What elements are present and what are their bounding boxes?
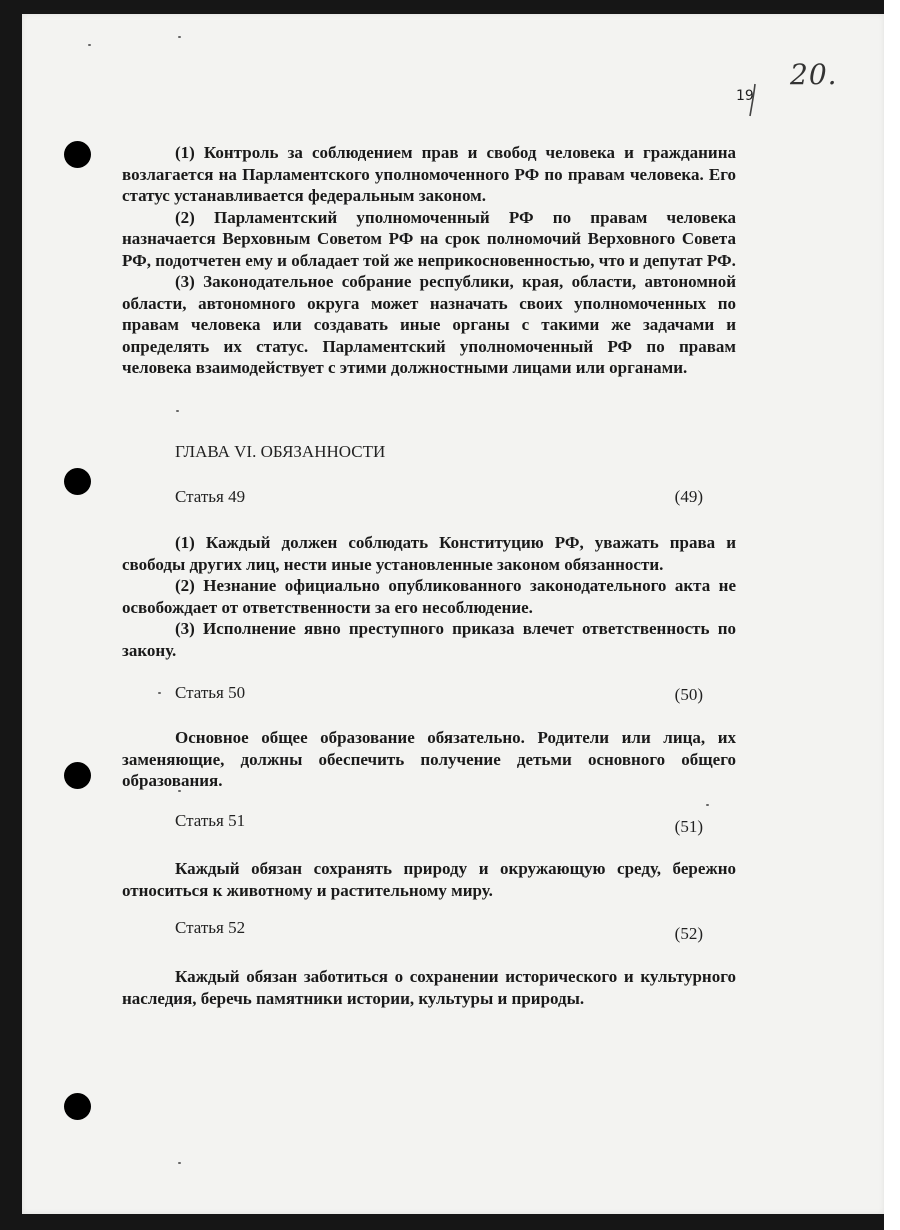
paragraph: (3) Законодательное собрание республики, края, области, автономной области, автономного округа может назначать своих уполномоченных по правам человека или создавать иные органы с такими же задачами и определять их статус. Парламентский уполномоченный РФ по правам человека взаимодействует с этими должностными лицами или органами.	[122, 272, 736, 377]
article-header	[175, 918, 703, 943]
dust-speck	[158, 692, 161, 694]
article-header	[175, 811, 703, 836]
punch-hole	[64, 762, 91, 789]
dust-speck	[88, 44, 91, 46]
chapter-heading: ГЛАВА VI. ОБЯЗАННОСТИ	[175, 442, 386, 461]
dust-speck	[178, 1162, 181, 1164]
article-title: Статья 51	[175, 811, 246, 830]
paragraph: (2) Парламентский уполномоченный РФ по правам человека назначается Верховным Советом РФ на срок полномочий Верховного Совета РФ, подотчетен ему и обладает той же неприкосновенностью, что и депутат РФ.	[122, 207, 736, 270]
article-title: Статья 52	[175, 918, 246, 937]
article-header	[175, 487, 703, 507]
intro-section	[122, 142, 736, 379]
scan-edge	[884, 0, 900, 1230]
handwritten-strike	[748, 82, 758, 118]
dust-speck	[706, 804, 709, 806]
punch-hole	[64, 1093, 91, 1120]
dust-speck	[178, 36, 181, 38]
article-body	[122, 966, 736, 1009]
article-title: Статья 49	[175, 487, 246, 506]
paragraph: Каждый обязан сохранять природу и окружающую среду, бережно относиться к животному и растительному миру.	[122, 859, 736, 900]
article-title: Статья 50	[175, 683, 246, 702]
article-number: (52)	[674, 924, 703, 943]
paragraph: Основное общее образование обязательно. Родители или лица, их заменяющие, должны обеспечить получение детьми основного общего образования.	[122, 728, 736, 790]
paragraph: (3) Исполнение явно преступного приказа влечет ответственность по закону.	[122, 619, 736, 660]
page-number: 19	[736, 88, 754, 104]
article-number: (50)	[674, 685, 703, 704]
handwritten-page-number: 20.	[790, 58, 838, 91]
paragraph: (1) Каждый должен соблюдать Конституцию РФ, уважать права и свободы других лиц, нести иные установленные законом обязанности.	[122, 533, 736, 574]
paragraph: (2) Незнание официально опубликованного законодательного акта не освобождает от ответственности за его несоблюдение.	[122, 576, 736, 617]
article-body	[122, 858, 736, 901]
article-header	[175, 683, 703, 703]
paragraph: Каждый обязан заботиться о сохранении исторического и культурного наследия, беречь памятники истории, культуры и природы.	[122, 967, 736, 1008]
paragraph: (1) Контроль за соблюдением прав и свобод человека и гражданина возлагается на Парламентского уполномоченного РФ по правам человека. Его статус устанавливается федеральным законом.	[122, 143, 736, 205]
punch-hole	[64, 468, 91, 495]
dust-speck	[176, 410, 179, 412]
article-number: (49)	[674, 487, 703, 506]
article-body	[122, 532, 736, 661]
punch-hole	[64, 141, 91, 168]
article-number: (51)	[674, 817, 703, 836]
article-body	[122, 727, 736, 792]
